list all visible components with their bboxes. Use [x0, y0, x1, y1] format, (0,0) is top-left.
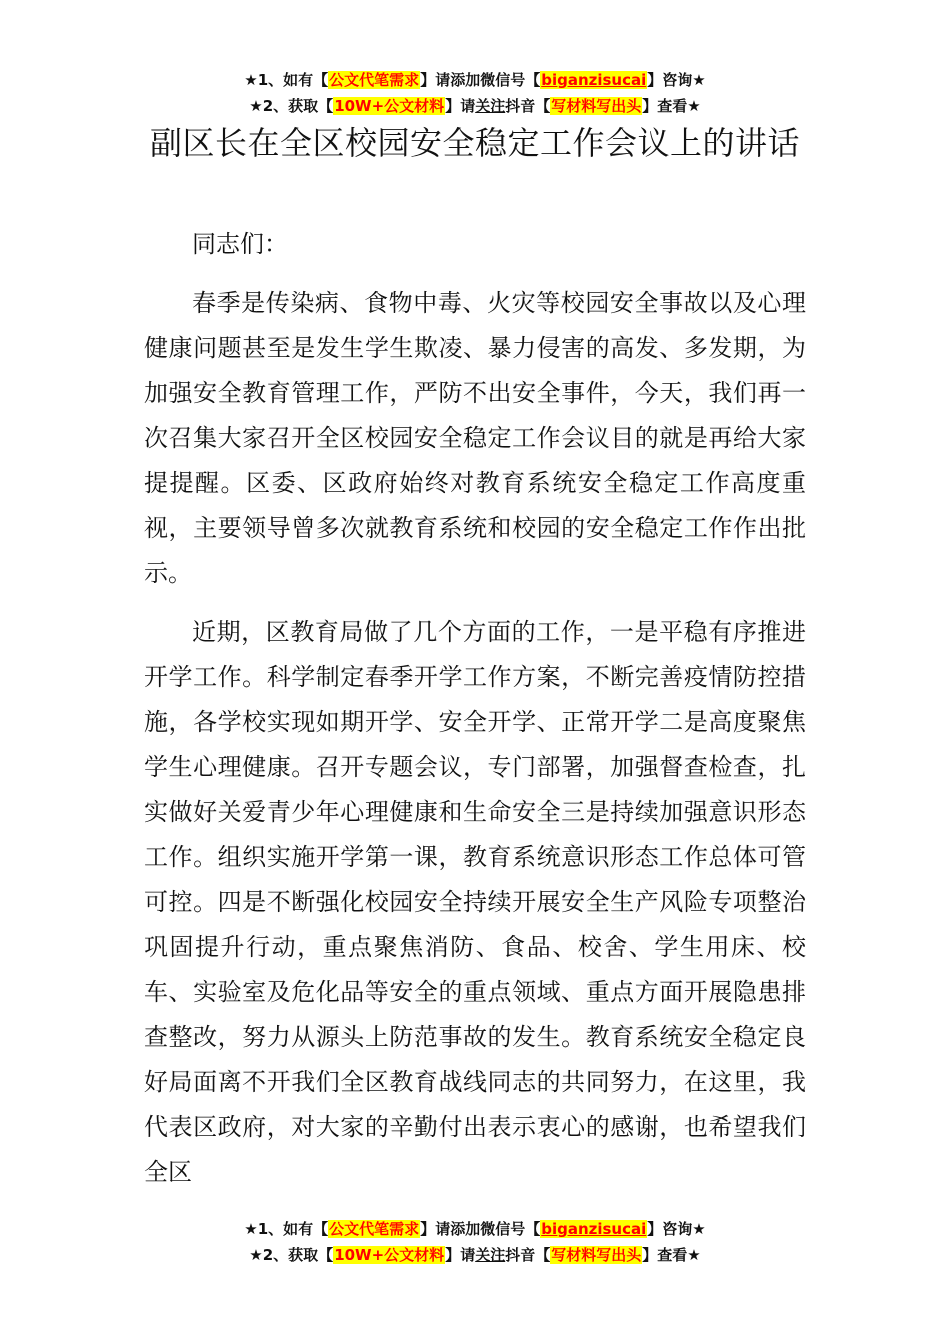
- banner-highlight-writing-service: 公文代笔需求: [329, 71, 420, 89]
- banner-douyin-account[interactable]: 写材料写出头: [551, 1246, 642, 1264]
- footer-banner: [0, 1216, 950, 1268]
- banner-douyin-account[interactable]: 写材料写出头: [551, 97, 642, 115]
- banner-line-2: ★2、获取【10W+公文材料】请关注抖音【写材料写出头】查看★: [249, 1246, 701, 1264]
- banner-highlight-writing-service: 公文代笔需求: [329, 1220, 420, 1238]
- banner-follow-text: 关注: [475, 1246, 506, 1264]
- banner-line-1: ★1、如有【公文代笔需求】请添加微信号【biganzisucai】咨询★: [244, 71, 706, 89]
- paragraph-2: 近期，区教育局做了几个方面的工作，一是平稳有序推进开学工作。科学制定春季开学工作方案，不断完善疫情防控措施，各学校实现如期开学、安全开学、正常开学二是高度聚焦学生心理健康。召开专题会议，专门部署，加强督查检查，扎实做好关爱青少年心理健康和生命安全三是持续加强意识形态工作。组织实施开学第一课，教育系统意识形态工作总体可管可控。四是不断强化校园安全持续开展安全生产风险专项整治巩固提升行动，重点聚焦消防、食品、校舍、学生用床、校车、实验室及危化品等安全的重点领域、重点方面开展隐患排查整改，努力从源头上防范事故的发生。教育系统安全稳定良好局面离不开我们全区教育战线同志的共同努力，在这里，我代表区政府，对大家的辛勤付出表示衷心的感谢，也希望我们全区: [144, 618, 806, 1186]
- document-body: [144, 222, 806, 1203]
- banner-line-2: ★2、获取【10W+公文材料】请关注抖音【写材料写出头】查看★: [249, 97, 701, 115]
- banner-follow-text: 关注: [475, 97, 506, 115]
- banner-wechat-id[interactable]: biganzisucai: [541, 71, 647, 89]
- banner-line-1: ★1、如有【公文代笔需求】请添加微信号【biganzisucai】咨询★: [244, 1220, 706, 1238]
- banner-wechat-id[interactable]: biganzisucai: [541, 1220, 647, 1238]
- document-title: 副区长在全区校园安全稳定工作会议上的讲话: [150, 124, 801, 162]
- banner-highlight-materials: 10W+公文材料: [334, 97, 445, 115]
- banner-highlight-materials: 10W+公文材料: [334, 1246, 445, 1264]
- header-banner: [0, 67, 950, 119]
- paragraph-1: 春季是传染病、食物中毒、火灾等校园安全事故以及心理健康问题甚至是发生学生欺凌、暴力侵害的高发、多发期，为加强安全教育管理工作，严防不出安全事件，今天，我们再一次召集大家召开全区校园安全稳定工作会议目的就是再给大家提提醒。区委、区政府始终对教育系统安全稳定工作高度重视，主要领导曾多次就教育系统和校园的安全稳定工作作出批示。: [144, 289, 806, 587]
- greeting: 同志们：: [192, 230, 288, 258]
